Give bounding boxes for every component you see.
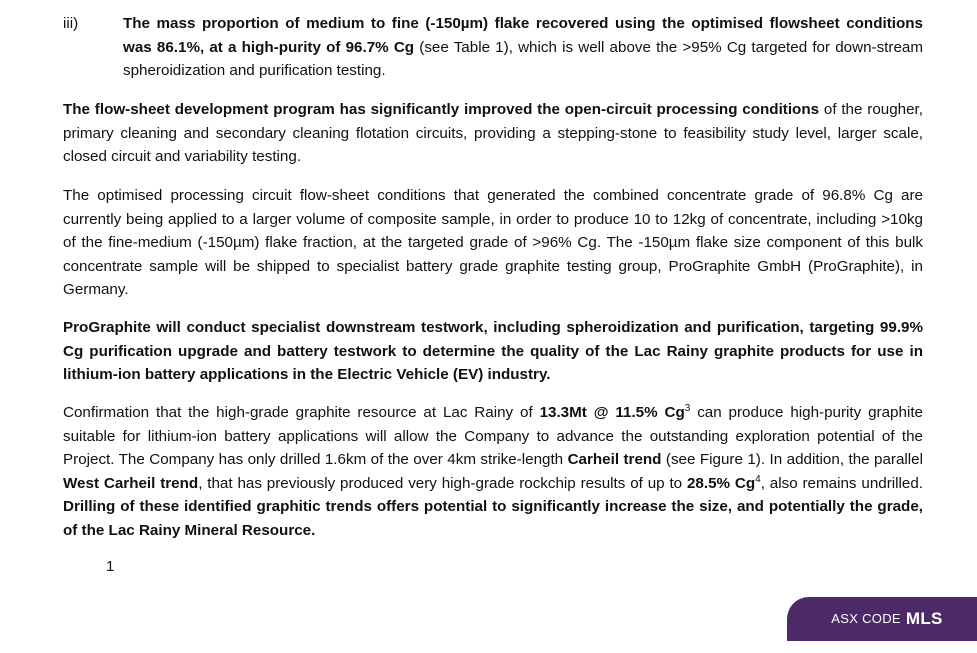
para4-t5: , also remains undrilled. (760, 474, 924, 492)
para4-t4: , that has previously produced very high-grade rockchip results of up to (198, 474, 687, 492)
asx-code-label: ASX CODE (831, 611, 901, 627)
asx-code-value: MLS (905, 609, 943, 629)
para3-bold: ProGraphite will conduct specialist downstream testwork, including spheroidization and purification, targeting 99.9% Cg purification upgrade and battery testwork to determine the quality of the Lac Rainy graphite products for use in lithium-ion battery applications in the Electric Vehicle (EV) industry. (63, 319, 923, 383)
item-iii-normal: (see Table 1), which is well above the >95% Cg targeted for down-stream spheroidization and purification testing. (123, 38, 923, 79)
para4-t3: (see Figure 1). In addition, the parallel (661, 451, 923, 468)
paragraph-prographite (63, 316, 923, 387)
para4-sup1: 3 (684, 402, 691, 414)
para4-b2: Carheil trend (567, 451, 662, 468)
paragraph-flowsheet-program (63, 98, 923, 169)
para1-normal: of the rougher, primary cleaning and secondary cleaning flotation circuits, providing a stepping-stone to feasibility study level, larger scale, closed circuit and variability testing. (63, 101, 923, 165)
list-numeral: iii) (63, 15, 79, 32)
asx-code-badge (787, 597, 977, 641)
para2-text: The optimised processing circuit flow-sheet conditions that generated the combined concentrate grade of 96.8% Cg are currently being applied to a larger volume of composite sample, in order to produce 10 to 12kg of concentrate, including >10kg of the fine-medium (-150µm) flake fraction, at the targeted grade of >96% Cg. The -150µm flake size component of this bulk concentrate sample will be shipped to specialist battery grade graphite testing group, ProGraphite GmbH (ProGraphite), in Germany. (63, 187, 923, 298)
para4-b5: Drilling of these identified graphitic trends offers potential to significantly increase the size, and potentially the grade, of the Lac Rainy Mineral Resource. (63, 498, 923, 539)
para4-b3: West Carheil trend (63, 474, 199, 492)
item-iii-bold: The mass proportion of medium to fine (-150µm) flake recovered using the optimised flowsheet conditions was 86.1%, at a high-purity of 96.7% Cg (123, 15, 923, 56)
para4-sup2: 4 (755, 473, 761, 485)
para4-b1: 13.3Mt @ 11.5% Cg (539, 404, 685, 421)
paragraph-confirmation (63, 401, 923, 542)
para4-t1: Confirmation that the high-grade graphite resource at Lac Rainy of (63, 404, 540, 421)
para4-t2: can produce high-purity graphite suitable for lithium-ion battery applications will allow the Company to advance the outstanding exploration potential of the Project. The Company has only drilled 1.6km of the over 4km strike-length (63, 404, 923, 468)
para1-bold: The flow-sheet development program has significantly improved the open-circuit processing conditions (63, 101, 820, 118)
footnote-number: 1 (106, 558, 115, 575)
para4-b4: 28.5% Cg (686, 474, 756, 492)
paragraph-optimised-circuit (63, 184, 923, 302)
list-item-iii (123, 12, 923, 83)
